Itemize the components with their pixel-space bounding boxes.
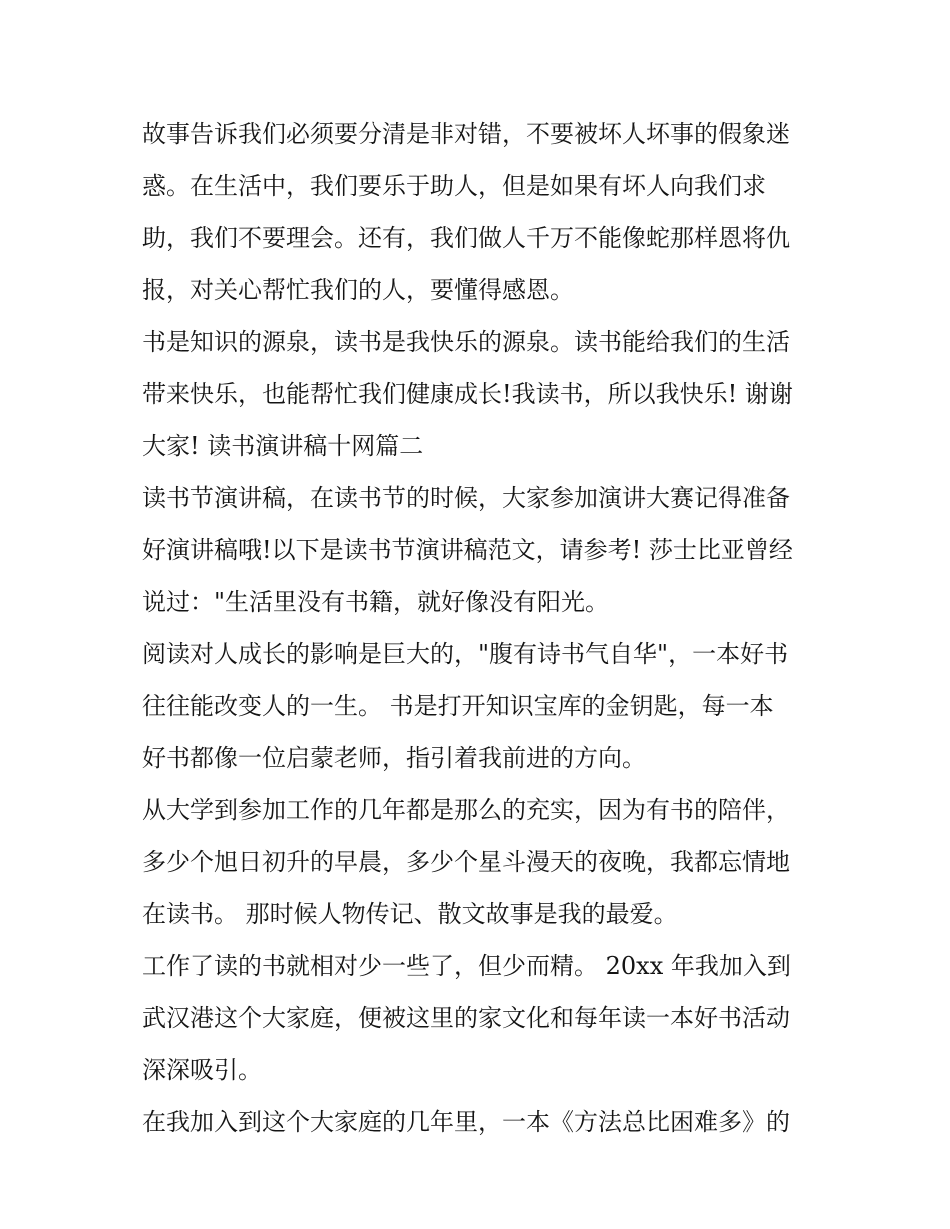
text-line: 说过："生活里没有书籍，就好像没有阳光。 (142, 588, 610, 616)
text-line: 在读书。 那时候人物传记、散文故事是我的最爱。 (142, 900, 678, 928)
paragraph (142, 316, 822, 472)
text-line: 书是知识的源泉，读书是我快乐的源泉。读书能给我们的生活 (142, 328, 790, 356)
text-line: 故事告诉我们必须要分清是非对错，不要被坏人坏事的假象迷 (142, 120, 790, 148)
text-line: 往往能改变人的一生。 书是打开知识宝库的金钥匙，每一本 (142, 692, 774, 720)
text-line: 在我加入到这个大家庭的几年里，一本《方法总比困难多》的 (142, 1108, 790, 1136)
text-line: 工作了读的书就相对少一些了，但少而精。 20xx 年我加入到 (142, 952, 791, 980)
text-line: 助，我们不要理会。还有，我们做人千万不能像蛇那样恩将仇 (142, 224, 790, 252)
text-line: 好演讲稿哦!以下是读书节演讲稿范文，请参考! 莎士比亚曾经 (142, 536, 793, 564)
text-line: 报，对关心帮忙我们的人，要懂得感恩。 (142, 276, 574, 304)
text-line: 大家! 读书演讲稿十网篇二 (142, 432, 424, 460)
paragraph (142, 628, 822, 784)
text-line: 读书节演讲稿，在读书节的时候，大家参加演讲大赛记得准备 (142, 484, 790, 512)
paragraph (142, 108, 822, 316)
text-line: 从大学到参加工作的几年都是那么的充实，因为有书的陪伴， (142, 796, 790, 824)
text-line: 深深吸引。 (142, 1056, 262, 1084)
text-line: 阅读对人成长的影响是巨大的，"腹有诗书气自华"，一本好书 (142, 640, 789, 668)
text-line: 多少个旭日初升的早晨，多少个星斗漫天的夜晚，我都忘情地 (142, 848, 790, 876)
paragraph (142, 784, 822, 940)
paragraph (142, 1096, 822, 1148)
text-line: 好书都像一位启蒙老师，指引着我前进的方向。 (142, 744, 646, 772)
text-line: 武汉港这个大家庭，便被这里的家文化和每年读一本好书活动 (142, 1004, 790, 1032)
text-line: 惑。在生活中，我们要乐于助人，但是如果有坏人向我们求 (142, 172, 766, 200)
paragraph (142, 472, 822, 628)
paragraph (142, 940, 822, 1096)
document-body (142, 108, 822, 1148)
text-line: 带来快乐，也能帮忙我们健康成长!我读书，所以我快乐! 谢谢 (142, 380, 793, 408)
